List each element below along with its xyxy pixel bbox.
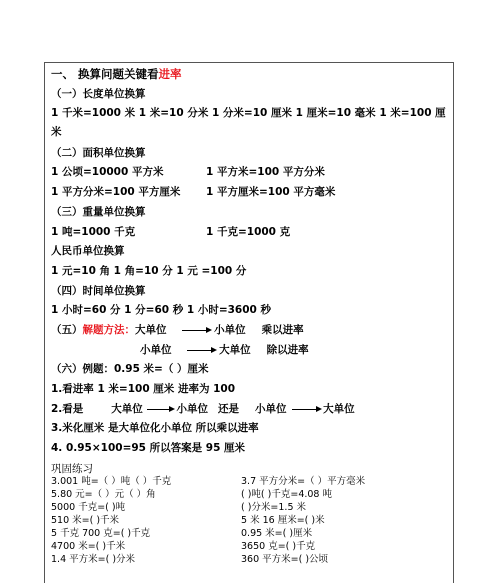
example-step: 4. 0.95×100=95 所以答案是 95 厘米	[51, 442, 246, 454]
practice-item: 5 米 16 厘米=( )米	[241, 515, 325, 526]
arrow-icon	[292, 404, 322, 414]
example-step: 2.看是 大单位 小单位 还是 小单位 大单位	[51, 403, 355, 415]
practice-item: 510 米=( )千米	[51, 515, 120, 526]
practice-item: 3.7 平方分米=（ ）平方毫米	[241, 476, 366, 487]
weight-item: 1 千克=1000 克	[206, 226, 291, 238]
time-heading: （四）时间单位换算	[51, 285, 146, 297]
area-item: 1 平方米=100 平方分米	[206, 166, 325, 178]
arrow-icon	[187, 345, 217, 355]
practice-item: ( )分米=1.5 米	[241, 502, 307, 513]
weight-item: 1 吨=1000 千克	[51, 226, 136, 238]
example-step: 1.看进率 1 米=100 厘米 进率为 100	[51, 383, 236, 395]
practice-item: 360 平方米=( )公顷	[241, 554, 329, 565]
practice-item: 5.80 元=（ ）元（ ）角	[51, 489, 156, 500]
practice-item: 0.95 米=( )厘米	[241, 528, 313, 539]
area-item: 1 平方分米=100 平方厘米	[51, 186, 181, 198]
method-line-divide: 小单位 大单位 除以进率	[140, 344, 309, 356]
example-step: 3.米化厘米 是大单位化小单位 所以乘以进率	[51, 422, 259, 434]
practice-item: 1.4 平方米=( )分米	[51, 554, 136, 565]
area-item: 1 平方厘米=100 平方毫米	[206, 186, 336, 198]
length-line: 1 千米=1000 米 1 米=10 分米 1 分米=10 厘米 1 厘米=10 毫米 1 米=100 厘	[51, 107, 446, 119]
weight-heading: （三）重量单位换算	[51, 206, 146, 218]
practice-item: 3.001 吨=（ ）吨（ ）千克	[51, 476, 172, 487]
example-heading: （六）例题：0.95 米=（ ）厘米	[51, 363, 209, 375]
practice-item: 4700 米=( )千米	[51, 541, 126, 552]
time-line: 1 小时=60 分 1 分=60 秒 1 小时=3600 秒	[51, 304, 272, 316]
practice-item: 5 千克 700 克=( )千克	[51, 528, 151, 539]
area-item: 1 公顷=10000 平方米	[51, 166, 164, 178]
practice-item: 5000 千克=( )吨	[51, 502, 126, 513]
practice-item: 3650 克=( )千克	[241, 541, 316, 552]
length-heading: （一）长度单位换算	[51, 88, 146, 100]
practice-item: ( )吨( )千克=4.08 吨	[241, 489, 332, 500]
arrow-icon	[147, 404, 175, 414]
area-heading: （二）面积单位换算	[51, 147, 146, 159]
practice-heading: 巩固练习	[51, 463, 93, 475]
method-line-multiply: （五）解题方法：大单位 小单位 乘以进率	[51, 324, 304, 336]
arrow-icon	[182, 325, 212, 335]
length-line-wrap: 米	[51, 126, 62, 138]
document-title: 一、 换算问题关键看进率	[51, 67, 182, 81]
money-heading: 人民币单位换算	[51, 245, 125, 257]
money-line: 1 元=10 角 1 角=10 分 1 元 =100 分	[51, 265, 247, 277]
